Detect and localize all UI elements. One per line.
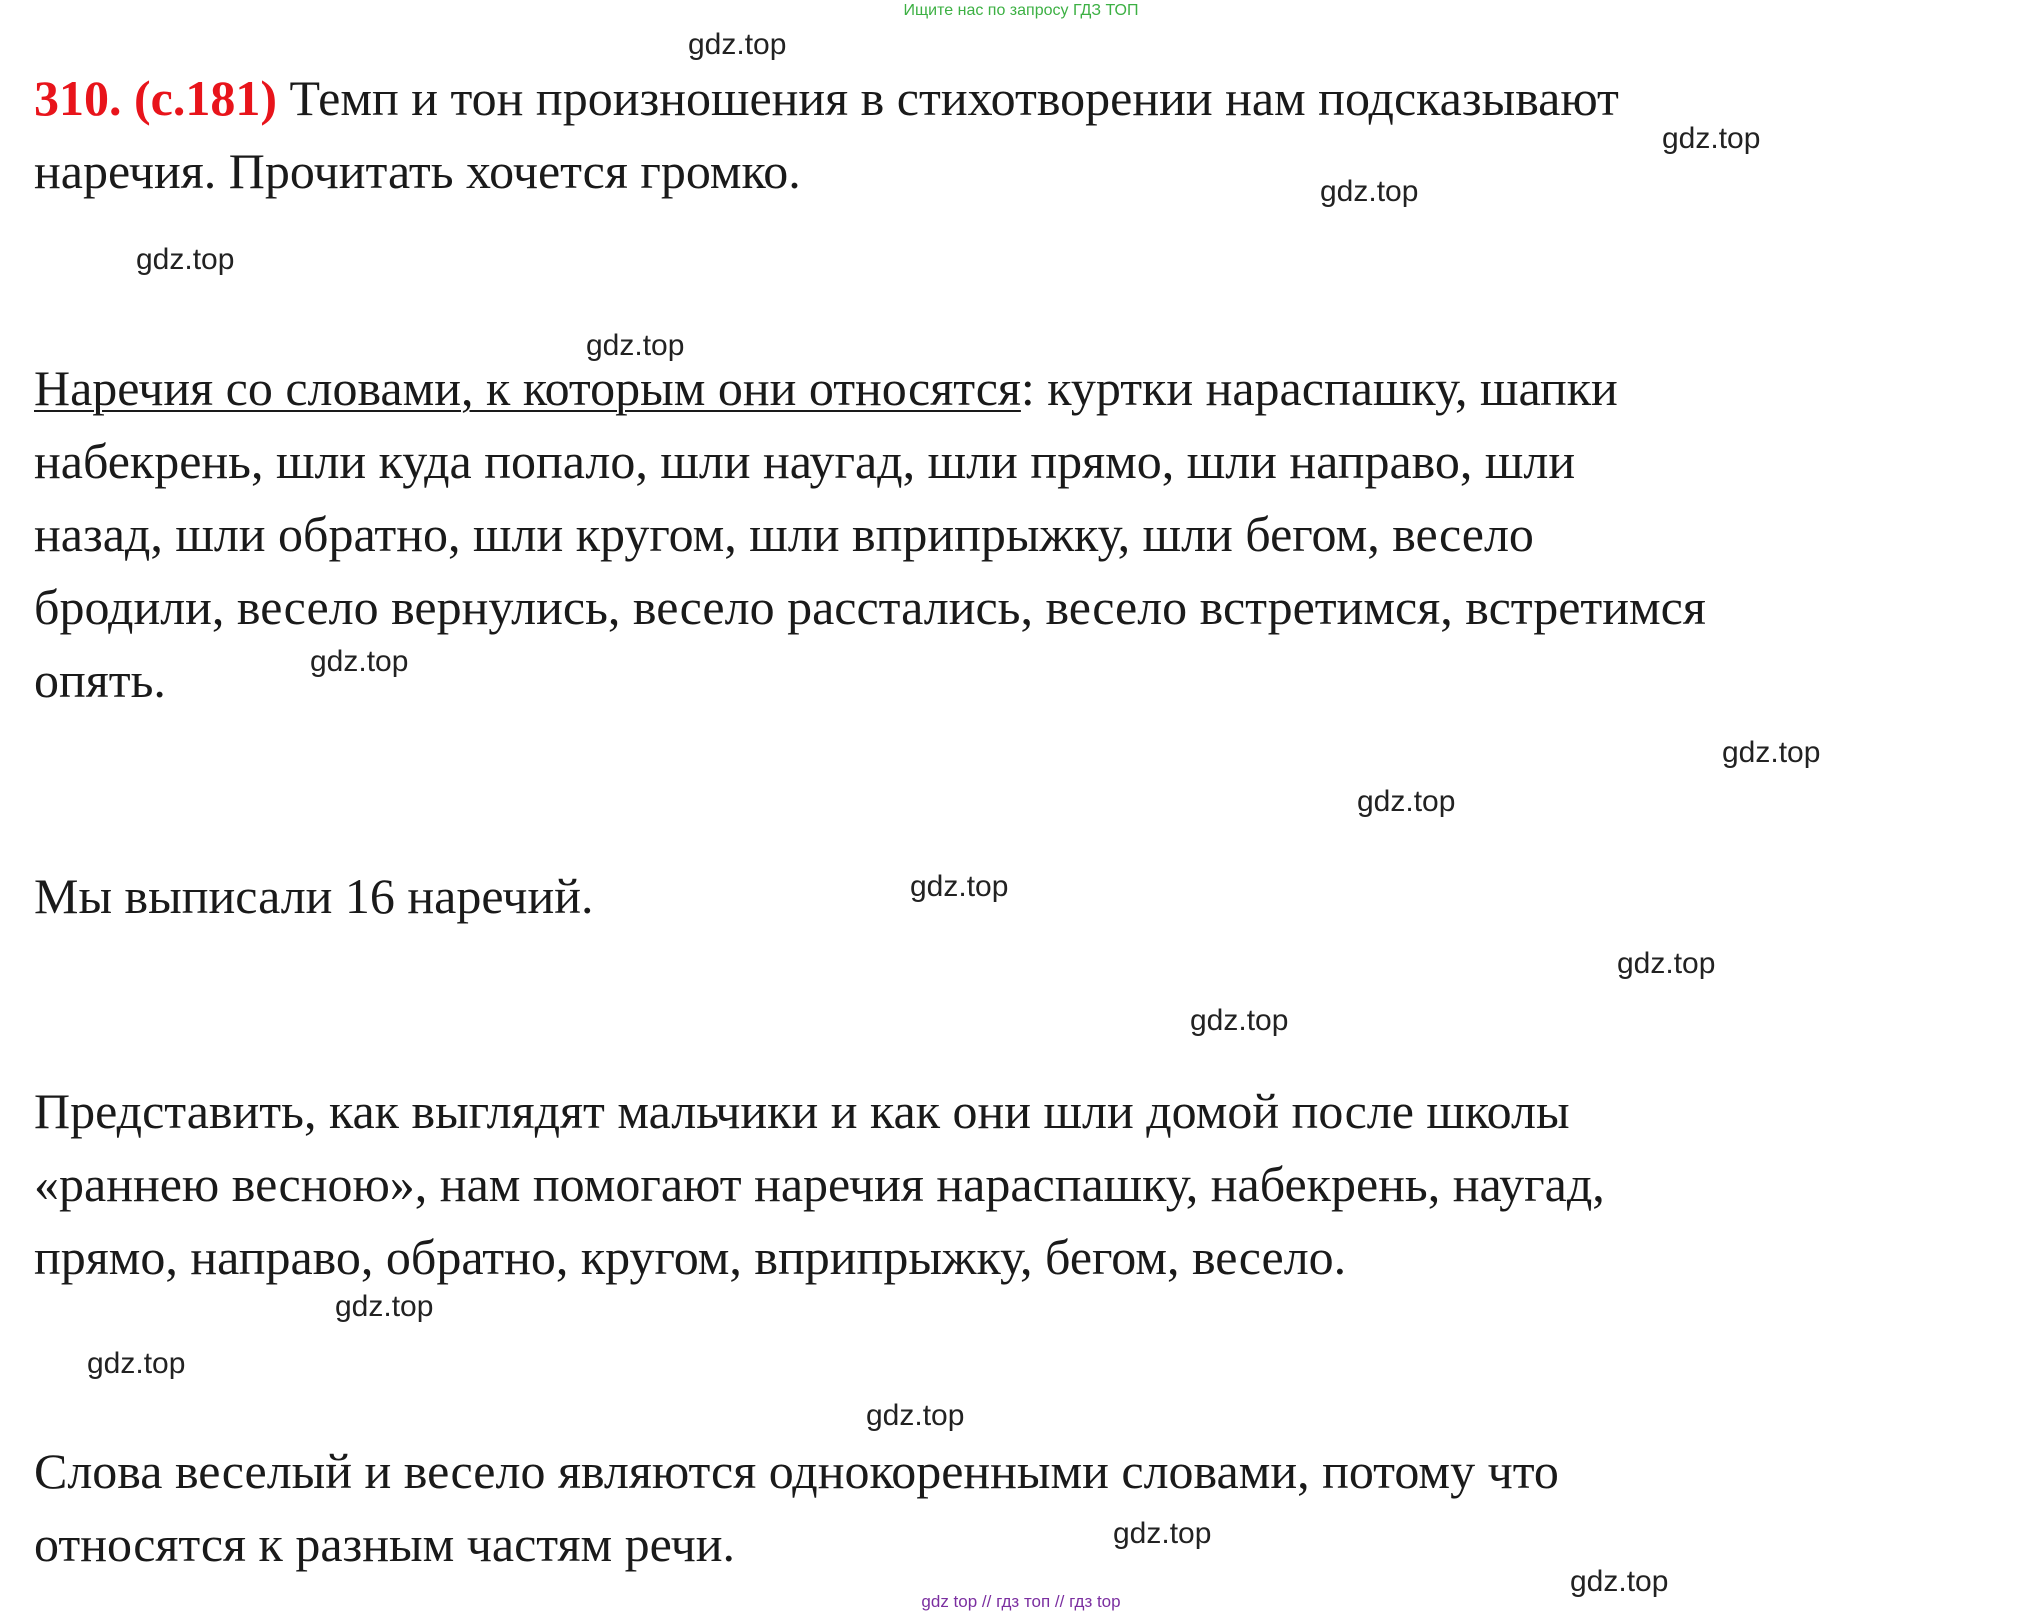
adverbs-heading: Наречия со словами, к которым они относятся — [34, 360, 1021, 416]
imagine-line-1: Представить, как выглядят мальчики и как они шли домой после школы — [34, 1083, 1570, 1139]
watermark: gdz.top — [87, 1347, 186, 1380]
watermark: gdz.top — [1570, 1565, 1669, 1598]
watermark: gdz.top — [688, 28, 787, 61]
watermark: gdz.top — [586, 329, 685, 362]
count-paragraph — [34, 860, 2024, 933]
adverbs-line-3: назад, шли обратно, шли кругом, шли вприпрыжку, шли бегом, весело — [34, 506, 1534, 562]
footer: gdz top // гдз топ // гдз top — [921, 1592, 1121, 1611]
watermark: gdz.top — [1113, 1517, 1212, 1550]
watermark: gdz.top — [1722, 736, 1821, 769]
watermark: gdz.top — [136, 243, 235, 276]
watermark: gdz.top — [310, 645, 409, 678]
imagine-line-3: прямо, направо, обратно, кругом, вприпрыжку, бегом, весело. — [34, 1229, 1347, 1285]
adverbs-line-4: бродили, весело вернулись, весело расстались, весело встретимся, встретимся — [34, 579, 1706, 635]
watermark: gdz.top — [335, 1290, 434, 1323]
watermark: gdz.top — [1662, 122, 1761, 155]
imagine-paragraph — [34, 1075, 2024, 1294]
words-line-2: относятся к разным частям речи. — [34, 1516, 735, 1572]
watermark: gdz.top — [1617, 947, 1716, 980]
words-line-1: Слова веселый и весело являются однокоренными словами, потому что — [34, 1443, 1559, 1499]
task-line-1-text: Темп и тон произношения в стихотворении нам подсказывают — [277, 70, 1619, 126]
imagine-line-2: «раннею весною», нам помогают наречия нараспашку, набекрень, наугад, — [34, 1156, 1605, 1212]
top-banner: Ищите нас по запросу ГДЗ ТОП — [903, 2, 1139, 19]
task-line-2: наречия. Прочитать хочется громко. — [34, 143, 801, 199]
words-paragraph — [34, 1435, 2024, 1581]
watermark: gdz.top — [910, 870, 1009, 903]
watermark: gdz.top — [866, 1399, 965, 1432]
adverbs-line-2: набекрень, шли куда попало, шли наугад, шли прямо, шли направо, шли — [34, 433, 1576, 489]
watermark: gdz.top — [1320, 175, 1419, 208]
watermark: gdz.top — [1357, 785, 1456, 818]
adverbs-line-5: опять. — [34, 652, 166, 708]
task-number: 310. (с.181) — [34, 70, 277, 126]
watermark: gdz.top — [1190, 1004, 1289, 1037]
adverbs-line-1-text: : куртки нараспашку, шапки — [1020, 360, 1618, 416]
adverbs-line-1 — [34, 352, 2024, 425]
count-line: Мы выписали 16 наречий. — [34, 868, 594, 924]
